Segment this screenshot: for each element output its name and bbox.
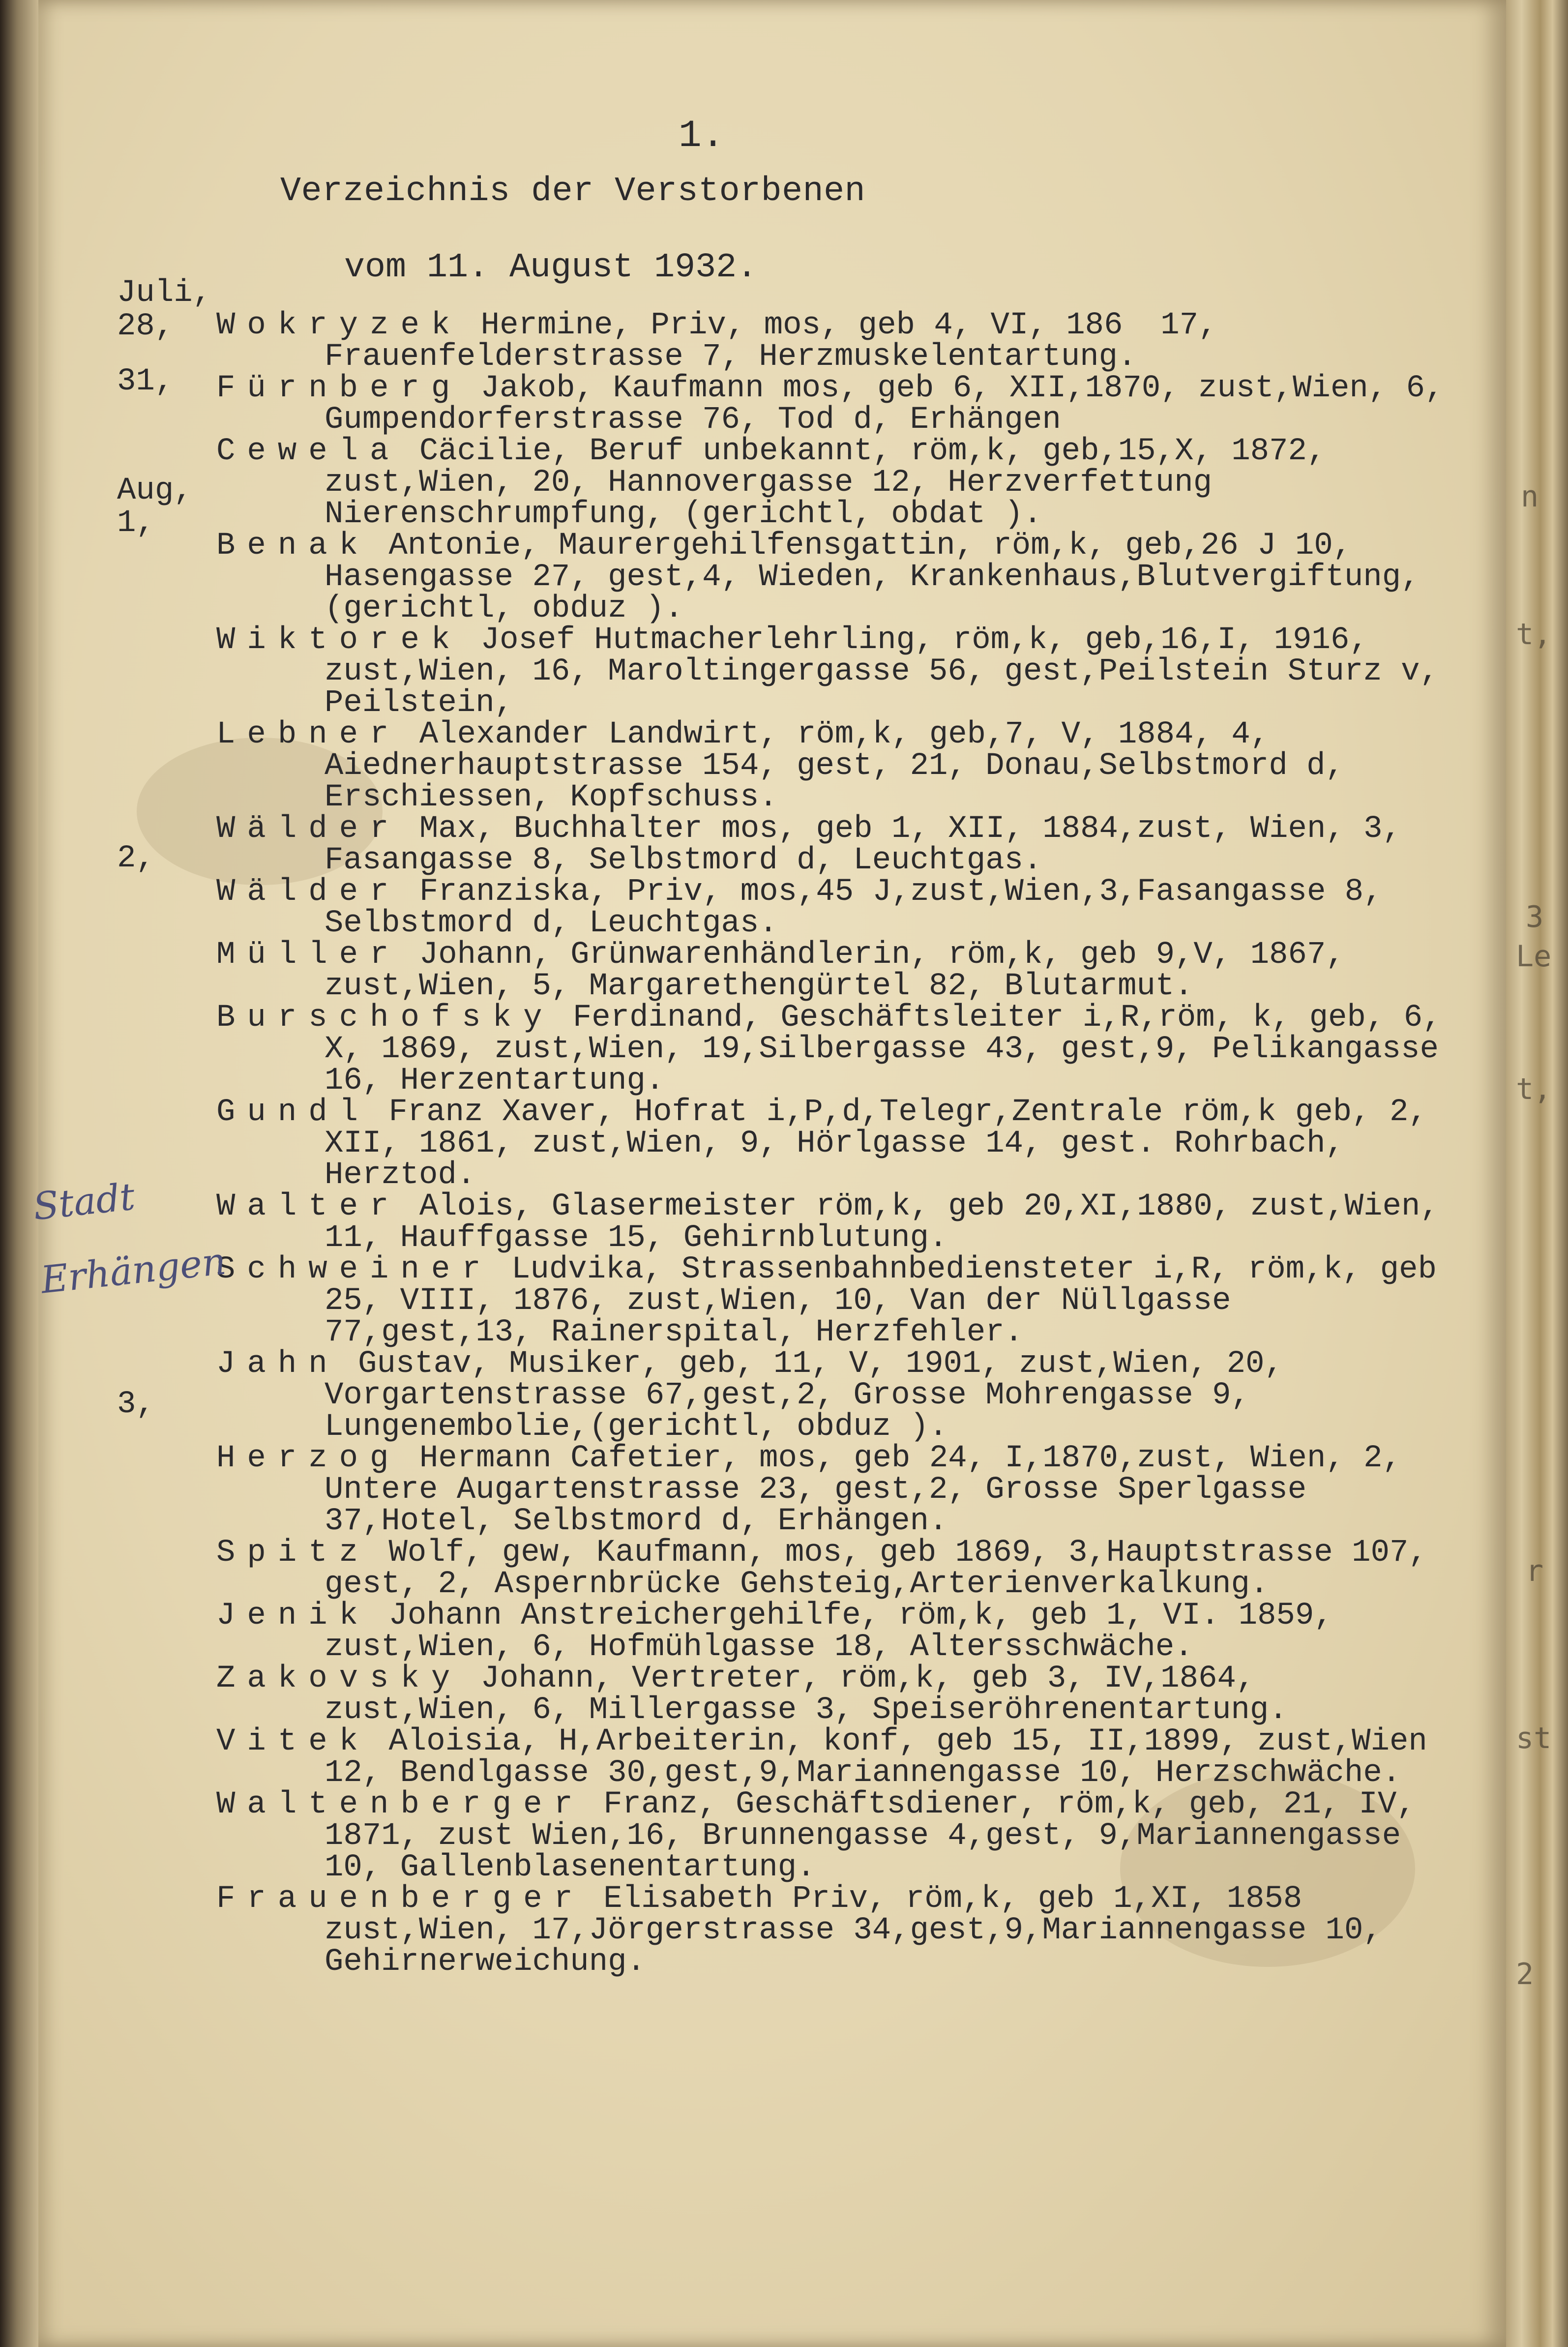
register-entry (216, 1443, 1446, 1537)
entry-details: Gustav, Musiker, geb, 11, V, 1901, zust,Wien, 20, Vorgartenstrasse 67,gest,2, Grosse Mohrengasse 9, Lungenembolie,(gerichtl, obduz ). (325, 1346, 1302, 1445)
entry-surname: Fürnberg (216, 371, 462, 406)
death-register-entries (216, 308, 1463, 1980)
document-subtitle: vom 11. August 1932. (344, 248, 758, 287)
entry-surname: Frauenberger (216, 1881, 585, 1917)
entry-surname: Vitek (216, 1724, 370, 1759)
register-entry (216, 1600, 1446, 1663)
entry-surname: Jahn (216, 1346, 339, 1382)
entry-details: Franziska, Priv, mos,45 J,zust,Wien,3,Fasangasse 8, Selbstmord d, Leuchtgas. (325, 874, 1401, 941)
entry-surname: Müller (216, 937, 401, 973)
entry-details: Ludvika, Strassenbahnbediensteter i,R, röm,k, geb 25, VIII, 1876, zust,Wien, 10, Van der Nüllgasse 77,gest,13, Rainerspital, Herzfehler. (325, 1252, 1456, 1350)
entry-details: Aloisia, H,Arbeiterin, konf, geb 15, II,1899, zust,Wien 12, Bendlgasse 30,gest,9,Mariannengasse 10, Herzschwäche. (325, 1724, 1447, 1791)
register-entry (216, 1189, 1458, 1256)
date-label: Aug, (117, 473, 193, 508)
entry-surname: Benak (216, 528, 370, 564)
register-entry (216, 813, 1446, 876)
date-label: 2, (117, 841, 155, 876)
register-entry (216, 530, 1446, 624)
entry-surname: Spitz (216, 1535, 370, 1571)
entry-surname: Jenik (216, 1598, 370, 1634)
register-entry (216, 623, 1458, 721)
register-entry (216, 939, 1446, 1002)
entry-details: Wolf, gew, Kaufmann, mos, geb 1869, 3,Hauptstrasse 107, gest, 2, Aspernbrücke Gehsteig,Arterienverkalkung. (325, 1535, 1447, 1602)
date-label: Juli, (117, 275, 212, 311)
entry-surname: Herzog (216, 1441, 401, 1476)
entry-details: Johann, Grünwarenhändlerin, röm,k, geb 9,V, 1867, zust,Wien, 5, Margarethengürtel 82, Blutarmut. (325, 937, 1364, 1004)
entry-surname: Gundl (216, 1095, 370, 1130)
edge-fragment: t, (1516, 617, 1552, 652)
entry-details: Ferdinand, Geschäftsleiter i,R,röm, k, geb, 6, X, 1869, zust,Wien, 19,Silbergasse 43, gest,9, Pelikangasse 16, Herzentartung. (325, 1000, 1460, 1099)
entry-details: Antonie, Maurergehilfensgattin, röm,k, geb,26 J 10, Hasengasse 27, gest,4, Wieden, Krankenhaus,Blutvergiftung, (gerichtl, obduz ). (325, 528, 1439, 626)
page-number: 1. (679, 115, 725, 158)
document-title: Verzeichnis der Verstorbenen (280, 172, 866, 211)
date-label: 28, (117, 309, 174, 344)
entry-details: Josef Hutmacherlehrling, röm,k, geb,16,I, 1916, zust,Wien, 16, Maroltingergasse 56, gest,Peilstein Sturz v, Peilstein, (325, 623, 1458, 721)
register-entry (216, 436, 1446, 530)
register-entry (216, 1726, 1446, 1789)
entry-details: Hermine, Priv, mos, geb 4, VI, 186 17, Frauenfelderstrasse 7, Herzmuskelentartung. (325, 308, 1236, 375)
entry-details: Alois, Glasermeister röm,k, geb 20,XI,1880, zust,Wien, 11, Hauffgasse 15, Gehirnblutung. (325, 1189, 1458, 1256)
edge-fragment: 2 (1516, 1957, 1534, 1991)
entry-surname: Waltenberger (216, 1787, 585, 1822)
register-entry (216, 1097, 1446, 1191)
entry-details: Johann, Vertreter, röm,k, geb 3, IV,1864, zust,Wien, 6, Millergasse 3, Speiseröhrenentartung. (325, 1661, 1288, 1728)
date-label: 31, (117, 364, 174, 399)
register-entry (216, 719, 1446, 813)
register-entry (216, 1252, 1456, 1350)
register-entry (216, 371, 1463, 438)
register-entry (216, 1537, 1446, 1600)
entry-details: Franz, Geschäftsdiener, röm,k, geb, 21, IV, 1871, zust Wien,16, Brunnengasse 4,gest, 9,Mariannengasse 10, Gallenblasenentartung. (325, 1787, 1435, 1885)
entry-surname: Burschofsky (216, 1000, 554, 1036)
entry-surname: Zakovsky (216, 1661, 462, 1696)
edge-fragment: r (1526, 1554, 1544, 1588)
entry-details: Jakob, Kaufmann mos, geb 6, XII,1870, zust,Wien, 6, Gumpendorferstrasse 76, Tod d, Erhängen (325, 371, 1463, 438)
entry-details: Cäcilie, Beruf unbekannt, röm,k, geb,15,X, 1872, zust,Wien, 20, Hannovergasse 12, Herzverfettung Nierenschrumpfung, (gerichtl, obdat ). (325, 434, 1345, 532)
entry-details: Johann Anstreichergehilfe, röm,k, geb 1, VI. 1859, zust,Wien, 6, Hofmühlgasse 18, Altersschwäche. (325, 1598, 1352, 1665)
edge-fragment: Le (1516, 939, 1552, 974)
entry-details: Max, Buchhalter mos, geb 1, XII, 1884,zust, Wien, 3, Fasangasse 8, Selbstmord d, Leuchtgas. (325, 811, 1420, 878)
register-entry (216, 1789, 1446, 1883)
register-entry (216, 1663, 1446, 1726)
entry-surname: Wälder (216, 811, 401, 847)
entry-details: Franz Xaver, Hofrat i,P,d,Telegr,Zentrale röm,k geb, 2, XII, 1861, zust,Wien, 9, Hörlgasse 14, gest. Rohrbach, Herztod. (325, 1095, 1447, 1193)
entry-surname: Schweiner (216, 1252, 493, 1287)
entry-surname: Walter (216, 1189, 401, 1224)
register-entry (216, 1000, 1460, 1099)
edge-fragment: 3 (1526, 900, 1544, 934)
entry-details: Elisabeth Priv, röm,k, geb 1,XI, 1858 zust,Wien, 17,Jörgerstrasse 34,gest,9,Mariannengasse 10, Gehirnerweichung. (325, 1881, 1401, 1980)
register-entry (216, 1883, 1446, 1978)
edge-fragment: n (1521, 479, 1539, 514)
entry-surname: Lebner (216, 717, 401, 752)
date-label: 1, (117, 505, 155, 541)
register-entry (216, 310, 1446, 373)
edge-fragment: st (1516, 1721, 1552, 1755)
register-entry (216, 1348, 1446, 1443)
entry-surname: Wiktorek (216, 623, 462, 658)
entry-details: Hermann Cafetier, mos, geb 24, I,1870,zust, Wien, 2, Untere Augartenstrasse 23, gest,2, Grosse Sperlgasse 37,Hotel, Selbstmord d, Erhängen. (325, 1441, 1420, 1539)
right-page-edges (1506, 0, 1568, 2347)
entry-surname: Cewela (216, 434, 401, 469)
edge-fragment: t, (1516, 1072, 1552, 1106)
entry-surname: Wälder (216, 874, 401, 910)
entry-details: Alexander Landwirt, röm,k, geb,7, V, 1884, 4, Aiednerhauptstrasse 154, gest, 21, Donau,Selbstmord d, Erschiessen, Kopfschuss. (325, 717, 1363, 815)
entry-surname: Wokryzek (216, 308, 462, 343)
date-label: 3, (117, 1387, 155, 1422)
handwritten-margin-note: Stadt Erhängen (31, 1174, 228, 1302)
register-entry (216, 876, 1446, 939)
